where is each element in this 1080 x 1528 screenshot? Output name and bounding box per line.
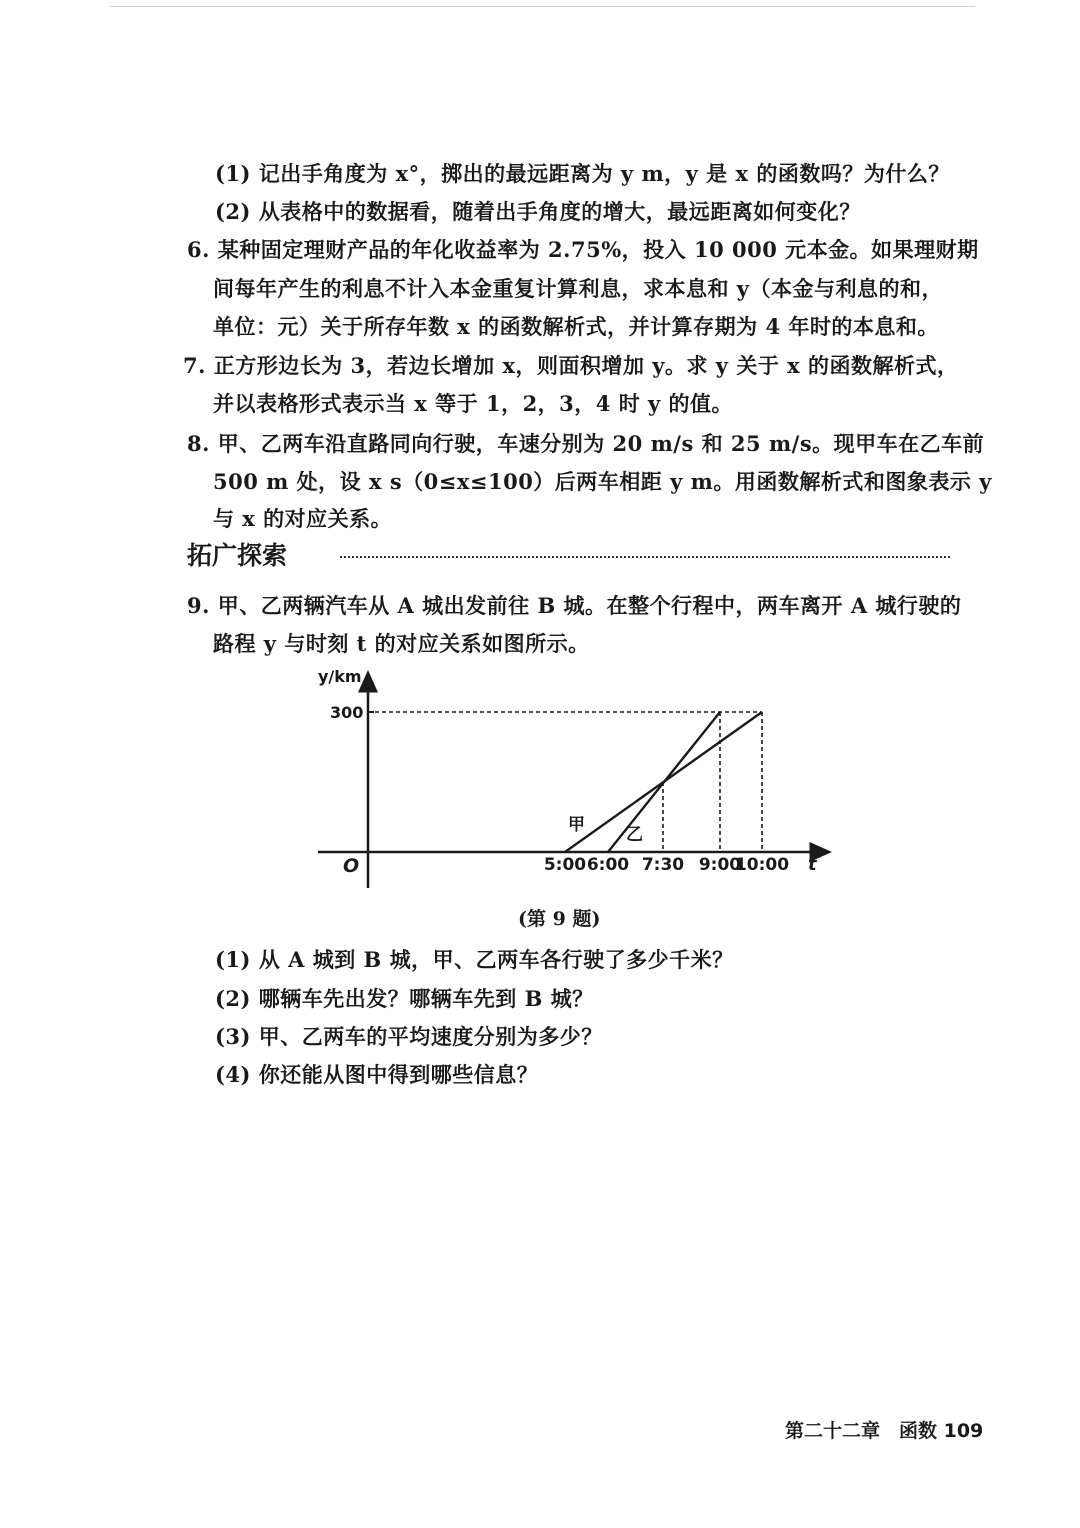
q9-line2: 路程 y 与时刻 t 的对应关系如图所示。: [213, 631, 590, 656]
series-label-yi: 乙: [626, 825, 643, 845]
q8-line1: 8. 甲、乙两车沿直路同向行驶，车速分别为 20 m/s 和 25 m/s。现甲车在乙车前: [187, 431, 985, 456]
q9-sub3: (3) 甲、乙两车的平均速度分别为多少？: [215, 1024, 603, 1049]
origin-label: O: [343, 855, 360, 877]
y-tick-label: 300: [330, 703, 364, 722]
top-rule: [110, 6, 975, 7]
y-axis-label: y/km: [318, 667, 362, 686]
x-tick-label: 10:00: [734, 855, 790, 875]
x-axis-label: t: [808, 854, 817, 875]
q6-line3: 单位：元）关于所存年数 x 的函数解析式，并计算存期为 4 年时的本息和。: [213, 314, 939, 339]
q9-chart: [0, 660, 1080, 920]
x-tick-label: 7:30: [641, 855, 685, 875]
q6-line2: 间每年产生的利息不计入本金重复计算利息，求本息和 y（本金与利息的和，: [213, 276, 944, 301]
q7-line2: 并以表格形式表示当 x 等于 1，2，3，4 时 y 的值。: [213, 391, 734, 416]
section-dotted-rule: [340, 556, 950, 558]
page-footer: 第二十二章 函数 109: [785, 1420, 984, 1442]
section-title: 拓广探索: [187, 541, 288, 570]
series-label-jia: 甲: [568, 815, 585, 835]
x-tick-label: 5:00: [543, 855, 587, 875]
q8-line2: 500 m 处，设 x s（0≤x≤100）后两车相距 y m。用函数解析式和图象表示 y: [213, 469, 992, 494]
x-tick-label: 9:00: [698, 855, 742, 875]
q5-sub1: (1) 记出手角度为 x°，掷出的最远距离为 y m，y 是 x 的函数吗？为什么？: [215, 161, 950, 186]
q9-sub4: (4) 你还能从图中得到哪些信息？: [215, 1062, 539, 1087]
chart-caption: (第 9 题): [518, 908, 601, 930]
q9-sub2: (2) 哪辆车先出发？哪辆车先到 B 城？: [215, 986, 594, 1011]
x-tick-label: 6:00: [586, 855, 630, 875]
q6-line1: 6. 某种固定理财产品的年化收益率为 2.75%，投入 10 000 元本金。如果理财期: [187, 237, 979, 262]
q9-line1: 9. 甲、乙两辆汽车从 A 城出发前往 B 城。在整个行程中，两车离开 A 城行驶的: [187, 593, 962, 618]
series-line-yi: [608, 712, 720, 852]
q7-line1: 7. 正方形边长为 3，若边长增加 x，则面积增加 y。求 y 关于 x 的函数解析式，: [183, 353, 959, 378]
q9-sub1: (1) 从 A 城到 B 城，甲、乙两车各行驶了多少千米？: [215, 947, 734, 972]
q5-sub2: (2) 从表格中的数据看，随着出手角度的增大，最远距离如何变化？: [215, 199, 861, 224]
q8-line3: 与 x 的对应关系。: [213, 506, 393, 531]
